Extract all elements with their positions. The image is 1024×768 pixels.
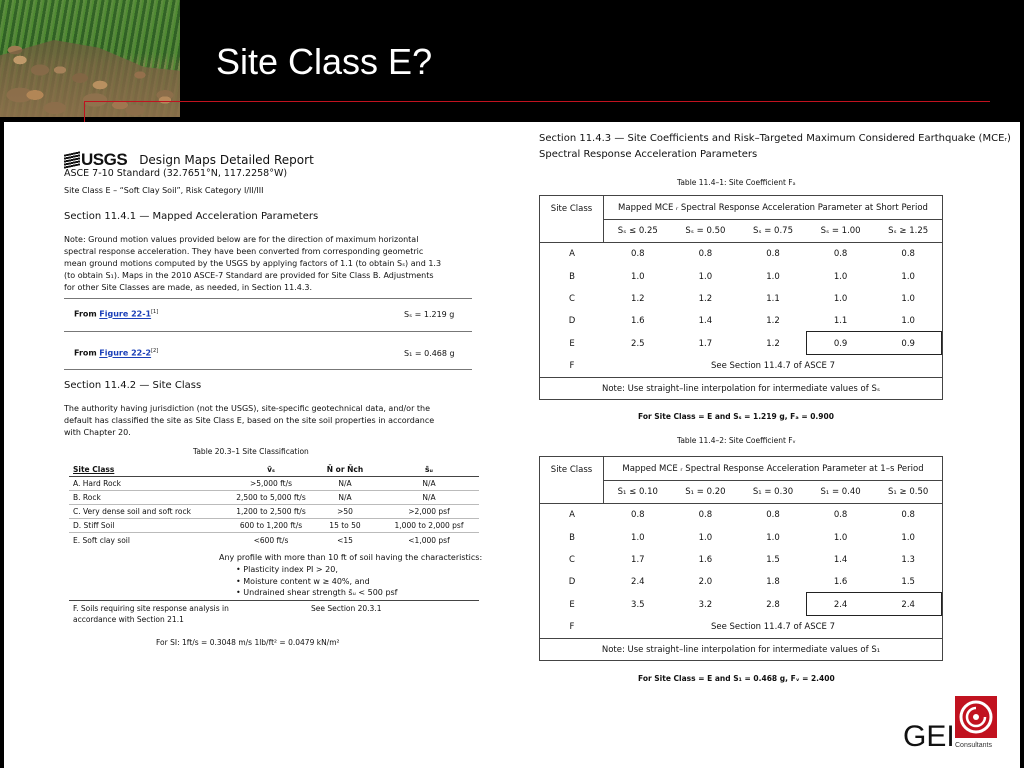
table-row: D. Stiff Soil 600 to 1,200 ft/s 15 to 50 1,000 to 2,000 psf [69, 519, 479, 533]
row-f-label: F. Soils requiring site response analysis in accordance with Section 21.1 [73, 604, 229, 624]
table-row: B 1.0 1.0 1.0 1.0 1.0 [569, 271, 915, 282]
table-row: D 1.6 1.4 1.2 1.1 1.0 [568, 316, 915, 327]
si-note: For SI: 1ft/s = 0.3048 m/s 1lb/ft² = 0.0479 kN/m² [156, 638, 340, 647]
table-row: C 1.7 1.6 1.5 1.4 1.3 [569, 554, 915, 565]
table-row: E. Soft clay soil <600 ft/s <15 <1,000 psf [73, 535, 450, 545]
table-row: C. Very dense soil and soft rock 1,200 to 2,500 ft/s >50 >2,000 psf [69, 505, 479, 519]
report-standard: ASCE 7-10 Standard (32.7651°N, 117.2258°W) [64, 168, 288, 179]
s1-value: S₁ = 0.468 g [404, 349, 455, 358]
figure-22-2-row: From Figure 22-2[2] [74, 348, 159, 358]
table-note: Note: Use straight–line interpolation for intermediate values of S₁ [540, 638, 942, 660]
table-note: Note: Use straight–line interpolation for intermediate values of Sₛ [540, 377, 942, 399]
gei-logo-icon [955, 696, 997, 738]
bullet-item: • Plasticity index PI > 20, [236, 565, 338, 574]
figure-22-1-link[interactable]: Figure 22-1 [99, 309, 152, 319]
site-classification-table [69, 463, 479, 547]
fv-result: For Site Class = E and S₁ = 0.468 g, Fᵥ = 2.400 [638, 674, 835, 683]
slide-title: Site Class E? [216, 41, 433, 82]
usgs-logo: USGS [64, 150, 127, 170]
profile-text: Any profile with more than 10 ft of soil having the characteristics: [219, 553, 483, 562]
bullet-item: • Moisture content w ≥ 40%, and [236, 577, 370, 586]
gei-logo-subtitle: Consultants [955, 742, 992, 749]
table-row: D 2.4 2.0 1.8 1.6 1.5 [568, 577, 915, 588]
section-11-4-3-heading: Section 11.4.3 — Site Coefficients and Risk–Targeted Maximum Considered Earthquake (MCEᵣ) Spectral Response Acceleration Parameters [539, 133, 1011, 160]
figure-22-2-link[interactable]: Figure 22-2 [99, 348, 152, 358]
report-header [64, 150, 314, 170]
table-20-3-1-caption: Table 20.3–1 Site Classification [193, 447, 309, 456]
section-11-4-1-heading: Section 11.4.1 — Mapped Acceleration Parameters [64, 211, 319, 222]
title-underline [84, 101, 990, 102]
table-row: C 1.2 1.2 1.1 1.0 1.0 [569, 293, 915, 304]
fa-result: For Site Class = E and Sₛ = 1.219 g, Fₐ = 0.900 [638, 412, 834, 421]
table-11-4-2-caption: Table 11.4–2: Site Coefficient Fᵥ [677, 436, 796, 445]
section-11-4-1-note: Note: Ground motion values provided below are for the direction of maximum horizontal spectral response acceleration. They have been converted from corresponding geometric mean ground motions computed by the USGS by applying factors of 1.1 (to obtain Sₛ) and 1.3 (to obtain S₁). Maps in the 2010 ASCE-7 Standard are provided for Site Class B. Adjustments for other Site Classes are made, as needed, in Section 11.4.3. [64, 235, 442, 293]
table-header: Site Class Mapped MCE ᵣ Spectral Response Acceleration Parameter at 1–s Period S₁ ≤ 0.10 S₁ = 0.20 S₁ = 0.30 S₁ = 0.40 S₁ ≥ 0.50 [540, 457, 942, 504]
gei-logo-text: GEI [903, 720, 955, 753]
highlight-box [806, 592, 942, 616]
header-photo [0, 0, 180, 117]
report-site-info: Site Class E – “Soft Clay Soil”, Risk Category I/II/III [64, 186, 264, 195]
usgs-logo-icon [64, 151, 80, 168]
divider [64, 331, 472, 332]
table-row: B. Rock 2,500 to 5,000 ft/s N/A N/A [69, 491, 479, 505]
section-11-4-2-heading: Section 11.4.2 — Site Class [64, 380, 202, 391]
table-row: E 2.5 1.7 1.2 0.9 0.9 [569, 338, 915, 349]
table-header: Site Class Mapped MCE ᵣ Spectral Response Acceleration Parameter at Short Period Sₛ ≤ 0.25 Sₛ = 0.50 Sₛ = 0.75 Sₛ = 1.00 Sₛ ≥ 1.25 [540, 196, 942, 243]
ss-value: Sₛ = 1.219 g [404, 310, 455, 319]
table-header-row: Site Class v̄ₛ N̄ or N̄ch s̄ᵤ [69, 463, 479, 477]
table-row: F See Section 11.4.7 of ASCE 7 [569, 622, 836, 633]
report-title: Design Maps Detailed Report [139, 153, 314, 167]
highlight-box [806, 331, 942, 355]
row-f-value: See Section 20.3.1 [311, 604, 382, 613]
table-row: A 0.8 0.8 0.8 0.8 0.8 [569, 249, 915, 260]
divider [64, 369, 472, 370]
table-row: E 3.5 3.2 2.8 2.4 2.4 [569, 599, 915, 610]
site-coefficient-fa-table [539, 195, 943, 400]
divider [64, 298, 472, 299]
divider [69, 600, 479, 601]
bullet-item: • Undrained shear strength s̄ᵤ < 500 psf [236, 588, 398, 597]
table-row: B 1.0 1.0 1.0 1.0 1.0 [569, 532, 915, 543]
table-row: A 0.8 0.8 0.8 0.8 0.8 [569, 510, 915, 521]
table-row: A. Hard Rock >5,000 ft/s N/A N/A [69, 477, 479, 491]
table-11-4-1-caption: Table 11.4–1: Site Coefficient Fₐ [677, 178, 796, 187]
figure-22-1-row: From Figure 22-1[1] [74, 309, 159, 319]
section-11-4-2-note: The authority having jurisdiction (not the USGS), site-specific geotechnical data, and/or the default has classified the site as Site Class E, based on the site soil properties in accordance with Chapter 20. [64, 404, 435, 438]
table-row: F See Section 11.4.7 of ASCE 7 [569, 361, 836, 372]
site-coefficient-fv-table [539, 456, 943, 661]
